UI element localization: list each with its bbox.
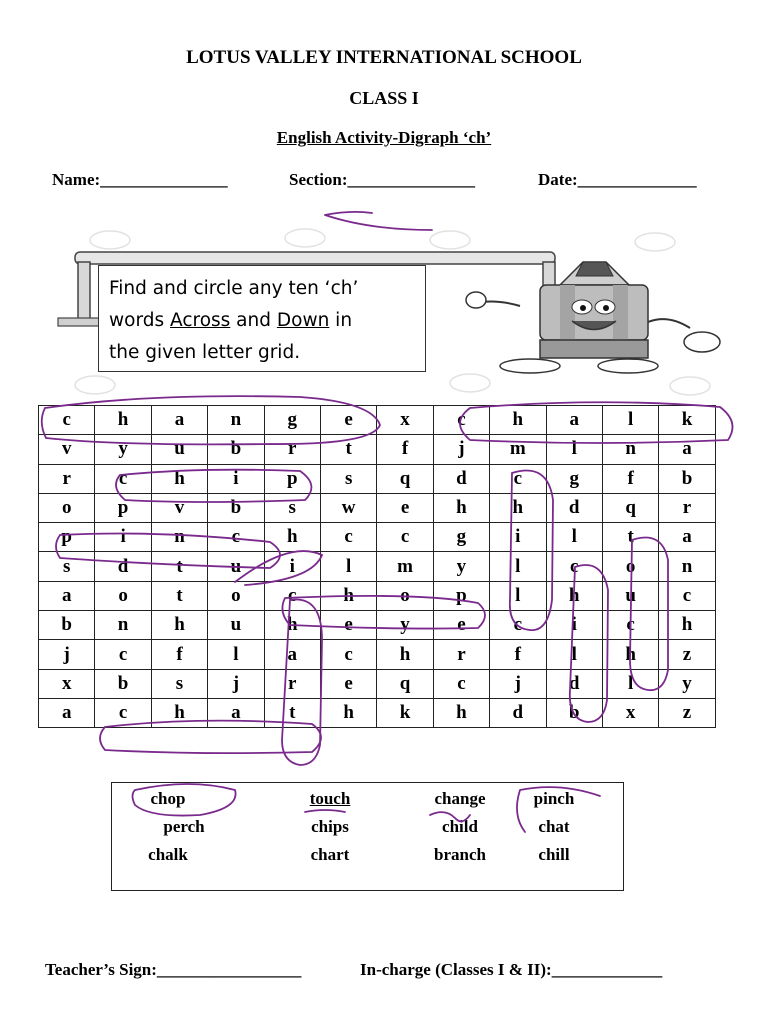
grid-row [39,493,716,522]
grid-cell: h [433,493,489,522]
grid-row [39,640,716,669]
word-bank-item: pinch [533,789,575,808]
grid-cell: h [490,406,546,435]
grid-cell: c [264,581,320,610]
grid-cell: h [546,581,602,610]
grid-cell: q [377,669,433,698]
across-word: Across [170,310,231,331]
grid-cell: j [39,640,95,669]
grid-cell: u [208,611,264,640]
grid-cell: f [377,435,433,464]
grid-cell: g [264,406,320,435]
grid-row [39,435,716,464]
word-bank-item: chips [311,817,349,836]
grid-cell: z [659,640,715,669]
pencil-mascot-icon [466,262,720,373]
grid-cell: h [151,464,207,493]
grid-cell: c [433,406,489,435]
section-field: Section:_______________ [289,170,476,189]
grid-cell: i [208,464,264,493]
grid-cell: x [377,406,433,435]
word-bank-item: branch [434,845,486,864]
grid-cell: c [208,523,264,552]
word-bank-item: chart [310,845,350,864]
grid-cell: d [546,669,602,698]
grid-row [39,552,716,581]
grid-cell: h [320,581,376,610]
date-field: Date:______________ [538,170,697,189]
grid-cell: l [546,435,602,464]
grid-cell: p [433,581,489,610]
grid-row [39,406,716,435]
grid-cell: h [151,698,207,727]
grid-row [39,698,716,727]
grid-cell: u [602,581,658,610]
grid-cell: l [602,406,658,435]
class-title: CLASS I [349,88,419,108]
grid-cell: j [433,435,489,464]
grid-cell: c [320,640,376,669]
grid-cell: l [546,523,602,552]
grid-cell: i [264,552,320,581]
grid-cell: e [433,611,489,640]
grid-cell: n [602,435,658,464]
grid-cell: y [433,552,489,581]
grid-cell: y [659,669,715,698]
grid-cell: b [39,611,95,640]
grid-cell: c [95,640,151,669]
grid-cell: c [490,464,546,493]
grid-cell: a [151,406,207,435]
word-bank-item: chop [150,789,186,808]
grid-cell: o [39,493,95,522]
grid-cell: r [264,435,320,464]
grid-cell: b [95,669,151,698]
grid-cell: p [39,523,95,552]
word-bank-item: chill [538,845,570,864]
grid-cell: c [659,581,715,610]
grid-cell: l [208,640,264,669]
grid-cell: q [602,493,658,522]
grid-cell: i [546,611,602,640]
grid-cell: e [377,493,433,522]
grid-cell: a [659,523,715,552]
grid-cell: c [95,464,151,493]
school-name: LOTUS VALLEY INTERNATIONAL SCHOOL [186,47,582,68]
grid-cell: c [95,698,151,727]
grid-cell: e [320,406,376,435]
grid-cell: f [151,640,207,669]
grid-cell: a [264,640,320,669]
grid-cell: f [490,640,546,669]
name-field: Name:_______________ [52,170,228,189]
grid-cell: i [490,523,546,552]
grid-cell: b [546,698,602,727]
grid-cell: l [490,581,546,610]
grid-cell: a [39,698,95,727]
grid-row [39,581,716,610]
teacher-sign-field: Teacher’s Sign:_________________ [45,960,302,979]
grid-cell: t [264,698,320,727]
grid-cell: o [208,581,264,610]
grid-cell: b [208,435,264,464]
grid-cell: r [39,464,95,493]
grid-cell: b [659,464,715,493]
grid-cell: n [95,611,151,640]
grid-cell: d [95,552,151,581]
word-bank-item: chalk [148,845,188,864]
grid-cell: w [320,493,376,522]
word-bank-item: chat [538,817,570,836]
grid-cell: h [264,523,320,552]
grid-cell: c [320,523,376,552]
word-bank-item: perch [163,817,205,836]
grid-cell: h [151,611,207,640]
grid-cell: m [377,552,433,581]
grid-cell: p [95,493,151,522]
word-bank-item: change [434,789,486,808]
grid-cell: j [490,669,546,698]
grid-cell: y [377,611,433,640]
grid-cell: d [490,698,546,727]
grid-cell: h [602,640,658,669]
letter-grid [38,405,716,728]
grid-cell: l [320,552,376,581]
grid-cell: n [659,552,715,581]
grid-cell: h [433,698,489,727]
grid-cell: x [39,669,95,698]
grid-cell: e [320,669,376,698]
grid-cell: q [377,464,433,493]
grid-cell: s [264,493,320,522]
grid-cell: s [151,669,207,698]
grid-cell: r [433,640,489,669]
grid-cell: a [39,581,95,610]
grid-cell: h [95,406,151,435]
grid-cell: c [602,611,658,640]
grid-cell: k [377,698,433,727]
grid-cell: v [151,493,207,522]
grid-cell: b [208,493,264,522]
grid-cell: x [602,698,658,727]
grid-cell: n [208,406,264,435]
grid-cell: s [320,464,376,493]
grid-cell: g [546,464,602,493]
grid-cell: t [151,581,207,610]
grid-cell: u [151,435,207,464]
activity-title: English Activity-Digraph ‘ch’ [276,128,492,147]
grid-row [39,523,716,552]
grid-cell: t [151,552,207,581]
grid-cell: a [208,698,264,727]
grid-cell: n [151,523,207,552]
grid-cell: j [208,669,264,698]
grid-cell: t [602,523,658,552]
grid-cell: m [490,435,546,464]
grid-row [39,464,716,493]
grid-cell: o [377,581,433,610]
word-bank [111,782,624,891]
grid-cell: u [208,552,264,581]
grid-cell: t [320,435,376,464]
grid-cell: d [433,464,489,493]
grid-cell: o [95,581,151,610]
grid-cell: a [659,435,715,464]
grid-cell: p [264,464,320,493]
grid-cell: l [602,669,658,698]
grid-cell: r [264,669,320,698]
grid-cell: f [602,464,658,493]
grid-cell: a [546,406,602,435]
instruction-box: Find and circle any ten ‘ch’ words Across and Down in the given letter grid. [98,265,426,372]
grid-cell: c [433,669,489,698]
grid-cell: l [490,552,546,581]
grid-cell: s [39,552,95,581]
grid-cell: c [39,406,95,435]
grid-cell: e [320,611,376,640]
grid-cell: r [659,493,715,522]
word-bank-item: child [442,817,478,836]
grid-row [39,611,716,640]
grid-cell: o [602,552,658,581]
grid-cell: d [546,493,602,522]
grid-cell: z [659,698,715,727]
grid-cell: h [320,698,376,727]
grid-cell: l [546,640,602,669]
down-word: Down [276,310,330,331]
grid-cell: h [377,640,433,669]
grid-cell: k [659,406,715,435]
grid-row [39,669,716,698]
grid-cell: v [39,435,95,464]
grid-cell: h [659,611,715,640]
grid-cell: c [377,523,433,552]
grid-cell: c [490,611,546,640]
grid-cell: g [433,523,489,552]
grid-cell: y [95,435,151,464]
word-bank-item: touch [309,789,351,808]
grid-cell: h [490,493,546,522]
grid-cell: c [546,552,602,581]
incharge-sign-field: In-charge (Classes I & II):_____________ [360,960,663,979]
grid-cell: i [95,523,151,552]
grid-cell: h [264,611,320,640]
